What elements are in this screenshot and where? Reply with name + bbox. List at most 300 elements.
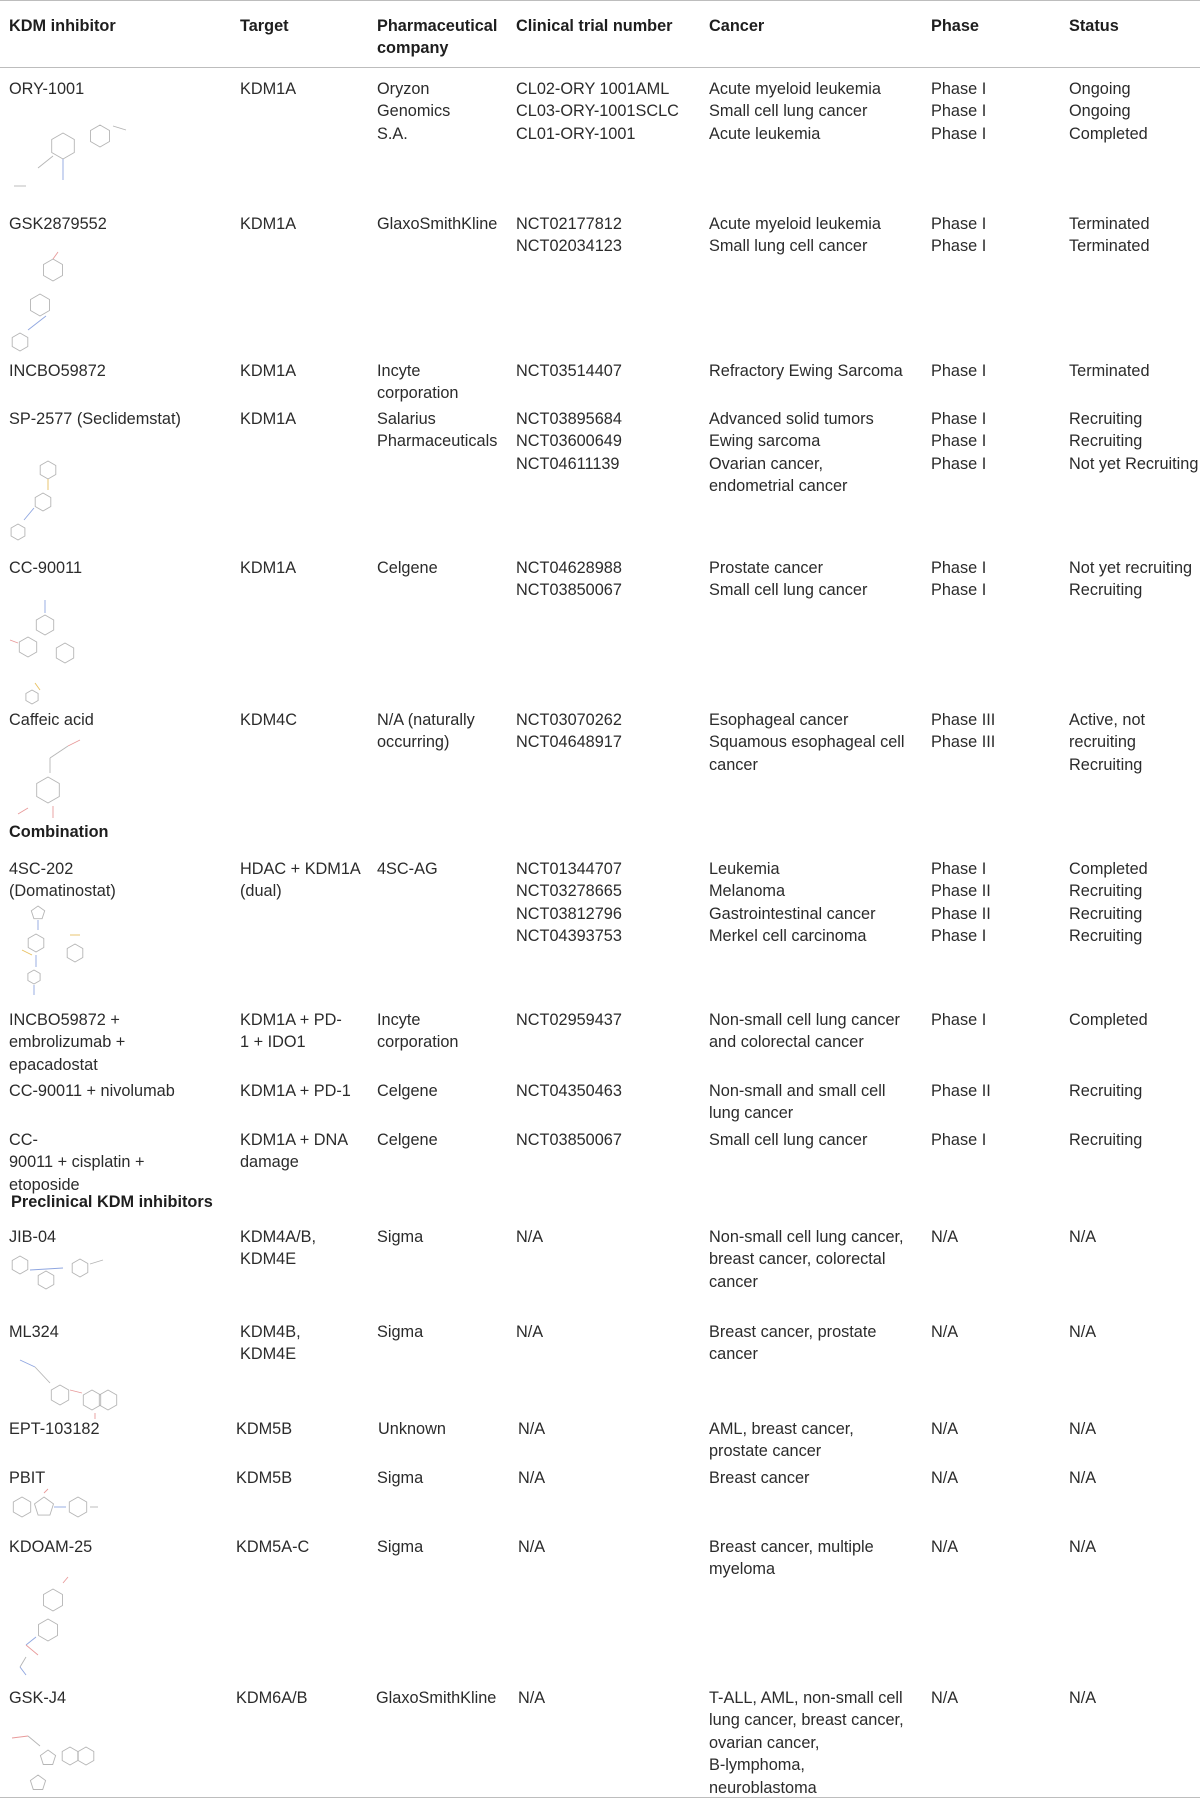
- table-bottom-rule: [0, 1797, 1200, 1798]
- bond-line: [68, 740, 80, 746]
- row-4sc-202-trial: [516, 858, 622, 948]
- row-caffeic-acid-company: [377, 709, 475, 754]
- row-caffeic-acid-status: [1069, 709, 1145, 776]
- row-ory-1001-name: [9, 78, 84, 100]
- bond-line: [113, 126, 126, 130]
- row-4sc-202-status: [1069, 858, 1148, 948]
- row-cc-90011-trial: [516, 557, 622, 602]
- bond-line: [35, 1367, 50, 1383]
- row-cc-90011-cisplatin-cancer: [709, 1129, 867, 1151]
- target-line: KDM5A-C: [236, 1538, 310, 1556]
- cancer-line: endometrial cancer: [709, 477, 848, 496]
- chemical-structure-icon: [8, 108, 128, 198]
- row-ory-1001-company: [377, 78, 450, 145]
- status-line: recruiting: [1069, 733, 1136, 752]
- inhibitor-line: CC-90011 + nivolumab: [9, 1082, 175, 1100]
- company-line: Sigma: [377, 1323, 424, 1341]
- target-line: KDM4E: [240, 1345, 297, 1364]
- company-line: Sigma: [377, 1228, 424, 1246]
- target-line: KDM5B: [236, 1420, 293, 1438]
- cancer-line: Small lung cell cancer: [709, 237, 868, 256]
- cancer-line: Merkel cell carcinoma: [709, 927, 867, 946]
- status-line: N/A: [1069, 1323, 1097, 1341]
- row-4sc-202-name: [9, 858, 116, 903]
- cancer-line: Ewing sarcoma: [709, 432, 821, 451]
- row-kdoam-25-target: [236, 1536, 309, 1558]
- row-sp-2577-company: [377, 408, 497, 453]
- trial-line: NCT03514407: [516, 362, 622, 380]
- phase-line: N/A: [931, 1689, 959, 1707]
- row-cc-90011-cisplatin-company: [377, 1129, 438, 1151]
- ring-bond: [28, 970, 40, 984]
- row-cc-90011-cisplatin-name: [9, 1129, 144, 1196]
- company-line: S.A.: [377, 124, 408, 143]
- row-caffeic-acid-cancer: [709, 709, 905, 776]
- company-line: corporation: [377, 384, 459, 403]
- section-label-combination: Combination: [9, 823, 109, 841]
- structure-drawing: [10, 595, 90, 705]
- row-cc-90011-company: [377, 557, 438, 579]
- header-phase: Phase: [931, 17, 979, 35]
- phase-line: Phase I: [931, 1011, 987, 1029]
- phase-line: Phase I: [931, 559, 987, 577]
- status-line: N/A: [1069, 1469, 1097, 1487]
- target-line: KDM1A: [240, 410, 297, 428]
- inhibitor-line: 90011 + cisplatin +: [9, 1153, 145, 1172]
- inhibitor-line: 4SC-202: [9, 860, 74, 878]
- cancer-line: T-ALL, AML, non-small cell: [709, 1689, 903, 1707]
- cancer-line: Small cell lung cancer: [709, 1131, 868, 1149]
- bond-line: [50, 746, 68, 758]
- status-line: Recruiting: [1069, 882, 1143, 901]
- row-cc-90011-nivolumab-target: [240, 1080, 351, 1102]
- trial-line: NCT04393753: [516, 927, 622, 946]
- company-line: N/A (naturally: [377, 711, 475, 729]
- row-cc-90011-status: [1069, 557, 1192, 602]
- status-line: N/A: [1069, 1228, 1097, 1246]
- header-kdm-inhibitor: KDM inhibitor: [9, 17, 116, 35]
- trial-line: NCT03278665: [516, 882, 622, 901]
- inhibitor-line: SP-2577 (Seclidemstat): [9, 410, 181, 428]
- row-gsk2879552-company: [377, 213, 497, 235]
- status-line: Not yet Recruiting: [1069, 454, 1199, 473]
- company-line: Unknown: [378, 1420, 446, 1438]
- row-gsk2879552-target: [240, 213, 296, 235]
- bond-line: [26, 1645, 38, 1655]
- row-jib-04-name: [9, 1226, 56, 1248]
- trial-line: NCT02177812: [516, 215, 622, 233]
- company-line: 4SC-AG: [377, 860, 438, 878]
- header-clinical-trial-number: Clinical trial number: [516, 17, 673, 35]
- company-line: Oryzon: [377, 80, 430, 98]
- row-cc-90011-target: [240, 557, 296, 579]
- five-ring-bond: [35, 1497, 54, 1515]
- row-jib-04-cancer: [709, 1226, 904, 1293]
- trial-line: N/A: [518, 1689, 546, 1707]
- inhibitor-line: ORY-1001: [9, 80, 85, 98]
- chemical-structure-icon: [8, 450, 68, 540]
- company-line: Sigma: [377, 1469, 424, 1487]
- status-line: Recruiting: [1069, 1082, 1143, 1100]
- ring-bond: [40, 461, 56, 479]
- row-ept-103182-target: [236, 1418, 292, 1440]
- phase-line: Phase I: [931, 581, 987, 600]
- structure-drawing: [8, 1250, 113, 1295]
- target-line: (dual): [240, 882, 282, 901]
- status-line: Terminated: [1069, 215, 1150, 233]
- phase-line: Phase I: [931, 454, 987, 473]
- trial-line: N/A: [518, 1420, 546, 1438]
- structure-drawing: [8, 108, 128, 198]
- target-line: KDM4C: [240, 711, 297, 729]
- structure-drawing: [10, 1355, 110, 1420]
- row-cc-90011-name: [9, 557, 82, 579]
- header-line: Pharmaceutical: [377, 17, 498, 35]
- row-gsk-j4-status: [1069, 1687, 1096, 1709]
- bond-line: [12, 1736, 28, 1738]
- inhibitor-line: CC-90011: [9, 559, 83, 577]
- row-incbo59872-combo-company: [377, 1009, 458, 1054]
- inhibitor-line: EPT-103182: [9, 1420, 100, 1438]
- phase-line: Phase II: [931, 904, 991, 923]
- row-kdoam-25-name: [9, 1536, 92, 1558]
- cancer-line: cancer: [709, 1272, 758, 1291]
- trial-line: NCT04648917: [516, 733, 622, 752]
- bond-line: [44, 1489, 48, 1493]
- row-ept-103182-name: [9, 1418, 100, 1440]
- row-incbo59872-status: [1069, 360, 1150, 382]
- cancer-line: Advanced solid tumors: [709, 410, 874, 428]
- chemical-structure-icon: [8, 738, 98, 820]
- row-ml324-target: [240, 1321, 301, 1366]
- ring-bond: [78, 1747, 94, 1765]
- chemical-structure-icon: [8, 1485, 103, 1525]
- table-top-rule: [0, 0, 1200, 1]
- row-sp-2577-phase: [931, 408, 986, 475]
- row-gsk-j4-trial: [518, 1687, 545, 1709]
- row-pbit-target: [236, 1467, 292, 1489]
- status-line: Completed: [1069, 860, 1148, 878]
- status-line: Ongoing: [1069, 80, 1131, 98]
- header-target: Target: [240, 17, 289, 35]
- status-line: Completed: [1069, 124, 1148, 143]
- phase-line: N/A: [931, 1538, 959, 1556]
- ring-bond: [56, 643, 73, 663]
- row-cc-90011-nivolumab-name: [9, 1080, 175, 1102]
- structure-drawing: [8, 738, 98, 820]
- row-jib-04-target: [240, 1226, 316, 1271]
- row-gsk-j4-cancer: [709, 1687, 904, 1799]
- ring-bond: [35, 493, 51, 511]
- cancer-line: lung cancer, breast cancer,: [709, 1711, 904, 1730]
- company-line: Celgene: [377, 1082, 438, 1100]
- ring-bond: [62, 1747, 78, 1765]
- row-incbo59872-combo-phase: [931, 1009, 986, 1031]
- row-incbo59872-phase: [931, 360, 986, 382]
- target-line: KDM1A: [240, 215, 297, 233]
- section-label-preclinical: Preclinical KDM inhibitors: [11, 1193, 213, 1211]
- trial-line: NCT02959437: [516, 1011, 622, 1029]
- row-cc-90011-cisplatin-trial: [516, 1129, 622, 1151]
- inhibitor-line: GSK2879552: [9, 215, 107, 233]
- bond-line: [22, 950, 32, 955]
- inhibitor-line: CC-: [9, 1131, 38, 1149]
- row-cc-90011-nivolumab-company: [377, 1080, 438, 1102]
- structure-drawing: [8, 1728, 98, 1793]
- cancer-line: Breast cancer, prostate: [709, 1323, 877, 1341]
- row-gsk-j4-name: [9, 1687, 66, 1709]
- row-cc-90011-cisplatin-phase: [931, 1129, 986, 1151]
- row-incbo59872-combo-target: [240, 1009, 342, 1054]
- inhibitor-line: Caffeic acid: [9, 711, 94, 729]
- phase-line: N/A: [931, 1228, 959, 1246]
- row-incbo59872-target: [240, 360, 296, 382]
- phase-line: Phase I: [931, 362, 987, 380]
- ring-bond: [83, 1390, 100, 1410]
- trial-line: NCT03895684: [516, 410, 622, 428]
- row-pbit-status: [1069, 1467, 1096, 1489]
- bond-line: [20, 1657, 26, 1667]
- row-ept-103182-cancer: [709, 1418, 854, 1463]
- company-line: Celgene: [377, 559, 438, 577]
- trial-line: CL02-ORY 1001AML: [516, 80, 670, 98]
- row-incbo59872-combo-name: [9, 1009, 125, 1076]
- row-ory-1001-trial: [516, 78, 679, 145]
- row-gsk-j4-target: [236, 1687, 307, 1709]
- header-pharmaceutical-company: [377, 15, 497, 60]
- row-sp-2577-cancer: [709, 408, 874, 498]
- ring-bond: [44, 1589, 63, 1611]
- phase-line: Phase I: [931, 410, 987, 428]
- row-gsk2879552-status: [1069, 213, 1150, 258]
- row-caffeic-acid-phase: [931, 709, 995, 754]
- target-line: KDM5B: [236, 1469, 293, 1487]
- status-line: Ongoing: [1069, 102, 1131, 121]
- cancer-line: Breast cancer, multiple: [709, 1538, 874, 1556]
- inhibitor-line: ML324: [9, 1323, 59, 1341]
- cancer-line: Acute myeloid leukemia: [709, 80, 881, 98]
- row-ory-1001-cancer: [709, 78, 881, 145]
- ring-bond: [67, 944, 83, 962]
- row-sp-2577-target: [240, 408, 296, 430]
- ring-bond: [39, 1619, 58, 1641]
- row-cc-90011-cancer: [709, 557, 867, 602]
- ring-bond: [12, 333, 28, 351]
- row-ory-1001-target: [240, 78, 296, 100]
- ring-bond: [44, 259, 63, 281]
- row-sp-2577-name: [9, 408, 181, 430]
- header-status: Status: [1069, 17, 1119, 35]
- inhibitor-line: INCBO59872: [9, 362, 106, 380]
- ring-bond: [91, 125, 110, 147]
- company-line: Celgene: [377, 1131, 438, 1149]
- chemical-structure-icon: [10, 905, 105, 1000]
- row-kdoam-25-cancer: [709, 1536, 874, 1581]
- status-line: N/A: [1069, 1689, 1097, 1707]
- status-line: Recruiting: [1069, 581, 1143, 600]
- target-line: damage: [240, 1153, 299, 1172]
- status-line: Active, not: [1069, 711, 1146, 729]
- chemical-structure-icon: [10, 595, 90, 705]
- company-line: GlaxoSmithKline: [376, 1689, 497, 1707]
- status-line: N/A: [1069, 1538, 1097, 1556]
- row-incbo59872-cancer: [709, 360, 903, 382]
- target-line: KDM1A + DNA: [240, 1131, 349, 1149]
- bond-line: [53, 252, 58, 259]
- status-line: Terminated: [1069, 362, 1150, 380]
- cancer-line: cancer: [709, 1345, 758, 1364]
- cancer-line: Non-small cell lung cancer: [709, 1011, 900, 1029]
- row-kdoam-25-company: [377, 1536, 423, 1558]
- phase-line: N/A: [931, 1469, 959, 1487]
- target-line: HDAC + KDM1A: [240, 860, 361, 878]
- phase-line: Phase I: [931, 860, 987, 878]
- phase-line: Phase I: [931, 80, 987, 98]
- row-incbo59872-combo-status: [1069, 1009, 1148, 1031]
- inhibitor-line: INCBO59872 +: [9, 1011, 120, 1029]
- cancer-line: AML, breast cancer,: [709, 1420, 854, 1438]
- bond-line: [20, 1667, 26, 1675]
- bond-line: [28, 316, 46, 330]
- row-jib-04-phase: [931, 1226, 958, 1248]
- inhibitor-line: embrolizumab +: [9, 1033, 126, 1052]
- row-ml324-name: [9, 1321, 59, 1343]
- structure-drawing: [8, 250, 78, 350]
- cancer-line: cancer: [709, 755, 758, 774]
- cancer-line: ovarian cancer,: [709, 1733, 820, 1752]
- row-ml324-status: [1069, 1321, 1096, 1343]
- status-line: Recruiting: [1069, 1131, 1143, 1149]
- row-ept-103182-status: [1069, 1418, 1096, 1440]
- cancer-line: Esophageal cancer: [709, 711, 849, 729]
- row-incbo59872-company: [377, 360, 458, 405]
- row-caffeic-acid-target: [240, 709, 297, 731]
- row-caffeic-acid-trial: [516, 709, 622, 754]
- row-4sc-202-phase: [931, 858, 991, 948]
- trial-line: NCT04628988: [516, 559, 622, 577]
- cancer-line: Small cell lung cancer: [709, 102, 868, 121]
- target-line: KDM4B,: [240, 1323, 301, 1341]
- row-gsk2879552-trial: [516, 213, 622, 258]
- row-ory-1001-status: [1069, 78, 1148, 145]
- row-jib-04-company: [377, 1226, 423, 1248]
- bond-line: [20, 1360, 35, 1367]
- inhibitor-line: KDOAM-25: [9, 1538, 93, 1556]
- bond-line: [28, 1736, 40, 1746]
- row-gsk2879552-phase: [931, 213, 986, 258]
- cancer-line: prostate cancer: [709, 1442, 822, 1461]
- phase-line: Phase I: [931, 927, 987, 946]
- row-gsk-j4-phase: [931, 1687, 958, 1709]
- bond-line: [70, 1390, 82, 1393]
- row-ml324-trial: [516, 1321, 543, 1343]
- target-line: KDM1A: [240, 559, 297, 577]
- trial-line: N/A: [516, 1228, 544, 1246]
- target-line: KDM1A + PD-: [240, 1011, 342, 1029]
- cancer-line: Breast cancer: [709, 1469, 810, 1487]
- row-gsk2879552-name: [9, 213, 107, 235]
- row-ml324-phase: [931, 1321, 958, 1343]
- bond-line: [26, 1637, 36, 1645]
- inhibitor-line: etoposide: [9, 1175, 80, 1194]
- trial-line: N/A: [518, 1469, 546, 1487]
- phase-line: N/A: [931, 1420, 959, 1438]
- row-pbit-company: [377, 1467, 423, 1489]
- five-ring-bond: [30, 1775, 45, 1790]
- cancer-line: Small cell lung cancer: [709, 581, 868, 600]
- trial-line: NCT03850067: [516, 581, 622, 600]
- ring-bond: [37, 777, 60, 803]
- phase-line: Phase II: [931, 882, 991, 901]
- phase-line: Phase I: [931, 1131, 987, 1149]
- company-line: Genomics: [377, 102, 451, 121]
- status-line: Recruiting: [1069, 755, 1143, 774]
- phase-line: Phase II: [931, 1082, 991, 1100]
- cancer-line: Gastrointestinal cancer: [709, 904, 876, 923]
- trial-line: N/A: [518, 1538, 546, 1556]
- trial-line: CL03-ORY-1001SCLC: [516, 102, 679, 121]
- cancer-line: Non-small and small cell: [709, 1082, 886, 1100]
- chemical-structure-icon: [8, 1728, 98, 1793]
- chemical-structure-icon: [10, 1355, 110, 1420]
- trial-line: NCT02034123: [516, 237, 622, 256]
- phase-line: Phase I: [931, 432, 987, 451]
- trial-line: N/A: [516, 1323, 544, 1341]
- trial-line: NCT03070262: [516, 711, 622, 729]
- phase-line: Phase I: [931, 124, 987, 143]
- row-kdoam-25-trial: [518, 1536, 545, 1558]
- row-jib-04-status: [1069, 1226, 1096, 1248]
- phase-line: Phase III: [931, 733, 996, 752]
- inhibitor-line: epacadostat: [9, 1055, 98, 1074]
- cancer-line: Leukemia: [709, 860, 780, 878]
- cancer-line: Refractory Ewing Sarcoma: [709, 362, 903, 380]
- cancer-line: lung cancer: [709, 1104, 794, 1123]
- bond-line: [38, 156, 53, 168]
- ring-bond: [72, 1259, 88, 1277]
- chemical-structure-icon: [8, 250, 78, 350]
- company-line: Pharmaceuticals: [377, 432, 498, 451]
- row-cc-90011-phase: [931, 557, 986, 602]
- company-line: GlaxoSmithKline: [377, 215, 498, 233]
- cancer-line: Squamous esophageal cell: [709, 733, 905, 752]
- company-line: Incyte: [377, 1011, 421, 1029]
- inhibitor-line: GSK-J4: [9, 1689, 67, 1707]
- cancer-line: Acute leukemia: [709, 124, 821, 143]
- ring-bond: [12, 1256, 28, 1274]
- status-line: Completed: [1069, 1011, 1148, 1029]
- target-line: KDM4E: [240, 1250, 297, 1269]
- row-caffeic-acid-name: [9, 709, 94, 731]
- trial-line: NCT04611139: [516, 454, 620, 473]
- row-4sc-202-cancer: [709, 858, 876, 948]
- header-line: company: [377, 39, 449, 58]
- cancer-line: breast cancer, colorectal: [709, 1250, 886, 1269]
- row-kdoam-25-phase: [931, 1536, 958, 1558]
- status-line: Recruiting: [1069, 432, 1143, 451]
- ring-bond: [13, 1497, 30, 1517]
- row-pbit-trial: [518, 1467, 545, 1489]
- bond-line: [63, 1577, 68, 1583]
- target-line: KDM4A/B,: [240, 1228, 317, 1246]
- target-line: KDM1A: [240, 362, 297, 380]
- cancer-line: myeloma: [709, 1560, 776, 1579]
- cancer-line: and colorectal cancer: [709, 1033, 864, 1052]
- structure-drawing: [10, 905, 105, 1000]
- trial-line: NCT04350463: [516, 1082, 622, 1100]
- row-cc-90011-nivolumab-cancer: [709, 1080, 885, 1125]
- cancer-line: Acute myeloid leukemia: [709, 215, 881, 233]
